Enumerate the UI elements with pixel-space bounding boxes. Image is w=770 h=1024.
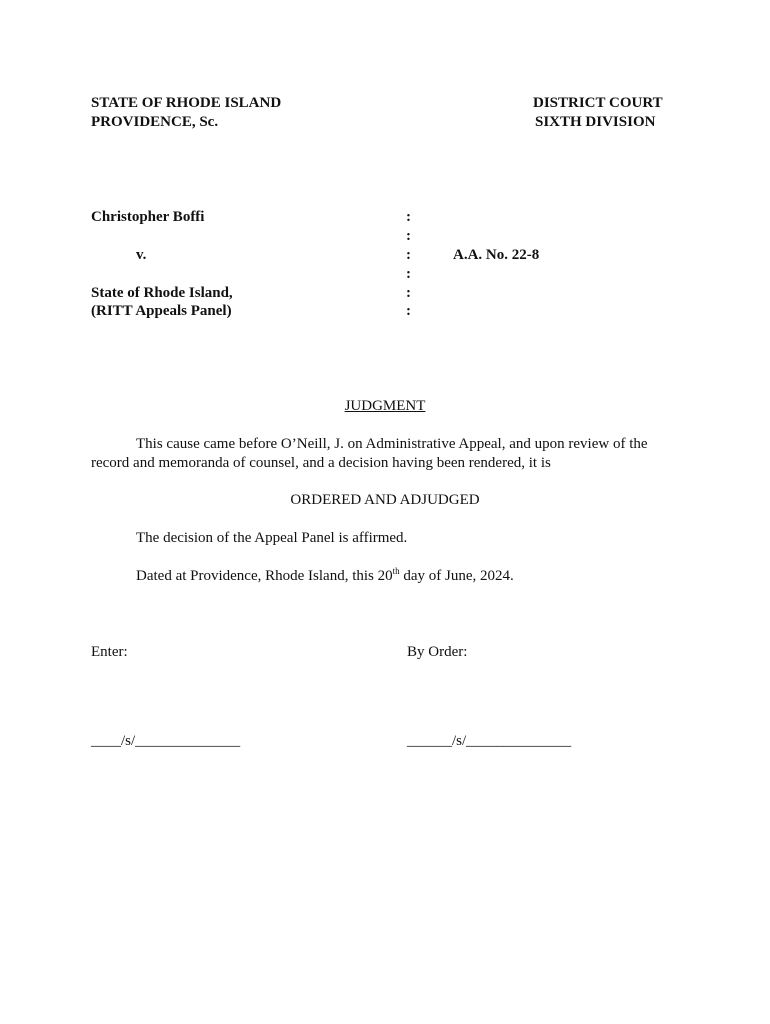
- state-heading: STATE OF RHODE ISLAND: [91, 95, 282, 111]
- by-order-signature-line: ______/s/______________: [407, 733, 572, 749]
- ordinal-suffix: th: [392, 566, 400, 576]
- plaintiff-name: Christopher Boffi: [91, 209, 205, 225]
- court-heading: DISTRICT COURT: [533, 95, 663, 111]
- caption-colon: :: [406, 228, 411, 244]
- body-paragraph-line-1: This cause came before O’Neill, J. on Administrative Appeal, and upon review of the: [136, 436, 648, 452]
- dated-prefix: Dated at Providence, Rhode Island, this 20: [136, 568, 393, 584]
- body-paragraph-line-2: record and memoranda of counsel, and a decision having been rendered, it is: [91, 455, 551, 471]
- defendant-subtitle: (RITT Appeals Panel): [91, 303, 232, 319]
- caption-colon: :: [406, 266, 411, 282]
- county-heading: PROVIDENCE, Sc.: [91, 114, 219, 130]
- caption-colon: :: [406, 285, 411, 301]
- defendant-name: State of Rhode Island,: [91, 285, 233, 301]
- enter-signature-line: ____/s/______________: [91, 733, 241, 749]
- caption-colon: :: [406, 209, 411, 225]
- caption-colon: :: [406, 247, 411, 263]
- ordered-heading: ORDERED AND ADJUDGED: [290, 492, 480, 508]
- division-heading: SIXTH DIVISION: [535, 114, 656, 130]
- case-number: A.A. No. 22-8: [453, 247, 540, 263]
- dated-suffix: day of June, 2024.: [399, 568, 514, 584]
- caption-colon: :: [406, 303, 411, 319]
- enter-label: Enter:: [91, 644, 128, 660]
- versus-label: v.: [136, 247, 147, 263]
- decision-statement: The decision of the Appeal Panel is affirmed.: [136, 530, 408, 546]
- by-order-label: By Order:: [407, 644, 468, 660]
- dated-line: [136, 566, 514, 586]
- judgment-title: JUDGMENT: [344, 398, 426, 414]
